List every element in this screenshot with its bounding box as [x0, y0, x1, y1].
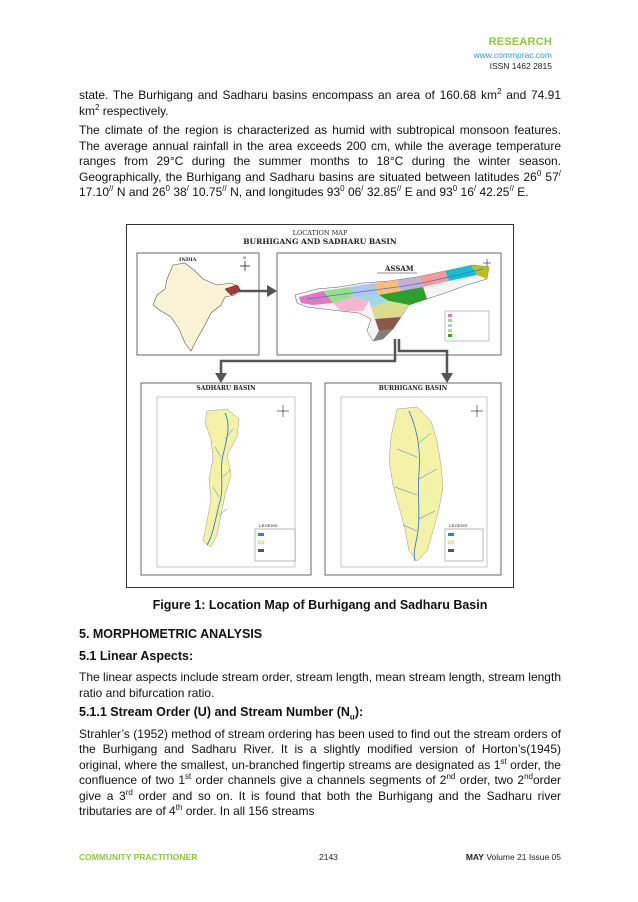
- paragraph-stream-order: Strahler’s (1952) method of stream ordering has been used to find out the stream orders of the Burhigang and Sadharu River. It is a slightly modified version of Horton’s(1945) original, where the smallest, un-branched fingertip streams are designated as 1st order, the confluence of two 1st order channels give a channels segments of 2nd order, two 2ndorder give a 3rd order and so on. It is found that both the Burhigang and the Sadharu river tributaries are of 4th order. In all 156 streams: [79, 726, 562, 818]
- burhigang-basin-title: BURHIGANG BASIN: [378, 385, 448, 392]
- india-label: INDIA: [179, 257, 197, 263]
- journal-brand: RESEARCH: [488, 36, 552, 48]
- heading-morphometric: 5. MORPHOMETRIC ANALYSIS: [79, 627, 263, 641]
- footer-page-number: 2143: [319, 852, 338, 862]
- heading-linear-aspects: 5.1 Linear Aspects:: [79, 648, 194, 663]
- paragraph-climate: The climate of the region is characterized as humid with subtropical monsoon features. The average annual rainfall in the area exceeds 200 cm, while the average temperature ranges from 29°C during the summer months to 18°C during the winter season. Geographically, the Burhigang and Sadharu basins are situated between latitudes $26^0$ 57/ 17.10// N and $26^0$ 38/ 10.75// N, and longitudes $93^0$ 06/ 32.85// E and $93^0$ 16/ 42.25// E.: [79, 123, 561, 199]
- map-title-main: BURHIGANG AND SADHARU BASIN: [243, 237, 397, 246]
- paragraph-linear-aspects: The linear aspects include stream order, stream length, mean stream length, stream length ratio and bifurcation ratio.: [79, 670, 561, 700]
- sadharu-basin-map: [141, 383, 311, 575]
- figure-caption: Figure 1: Location Map of Burhigang and Sadharu Basin: [152, 598, 488, 612]
- footer-issue: MAY Volume 21 Issue 05: [465, 852, 561, 862]
- sadharu-basin-title: SADHARU BASIN: [196, 385, 256, 392]
- assam-map: [277, 253, 501, 355]
- body-text: [79, 88, 561, 205]
- paragraph-area: state. The Burhigang and Sadharu basins encompass an area of 160.68 $km^2$ and 74.91 $km^2$ respectively.: [79, 87, 562, 118]
- svg-text:N: N: [243, 255, 247, 260]
- journal-url-link[interactable]: www.commprac.com: [473, 50, 552, 60]
- burhigang-basin-map: [325, 383, 501, 575]
- journal-issn: ISSN 1462 2815: [489, 61, 552, 71]
- location-map-figure: [126, 224, 514, 588]
- section-morphometric: [79, 627, 561, 824]
- india-inset: [137, 253, 259, 355]
- map-title-small: LOCATION MAP: [292, 229, 348, 237]
- sadharu-legend-label: LEGEND: [259, 523, 278, 528]
- burhigang-legend-label: LEGEND: [449, 523, 468, 528]
- assam-label: ASSAM: [385, 264, 414, 273]
- heading-stream-order: 5.1.1 Stream Order (U) and Stream Number $(N_u)$:: [79, 705, 364, 722]
- location-map-svg: [127, 225, 513, 587]
- footer-journal-name: COMMUNITY PRACTITIONER: [79, 852, 198, 862]
- journal-header: [474, 36, 552, 71]
